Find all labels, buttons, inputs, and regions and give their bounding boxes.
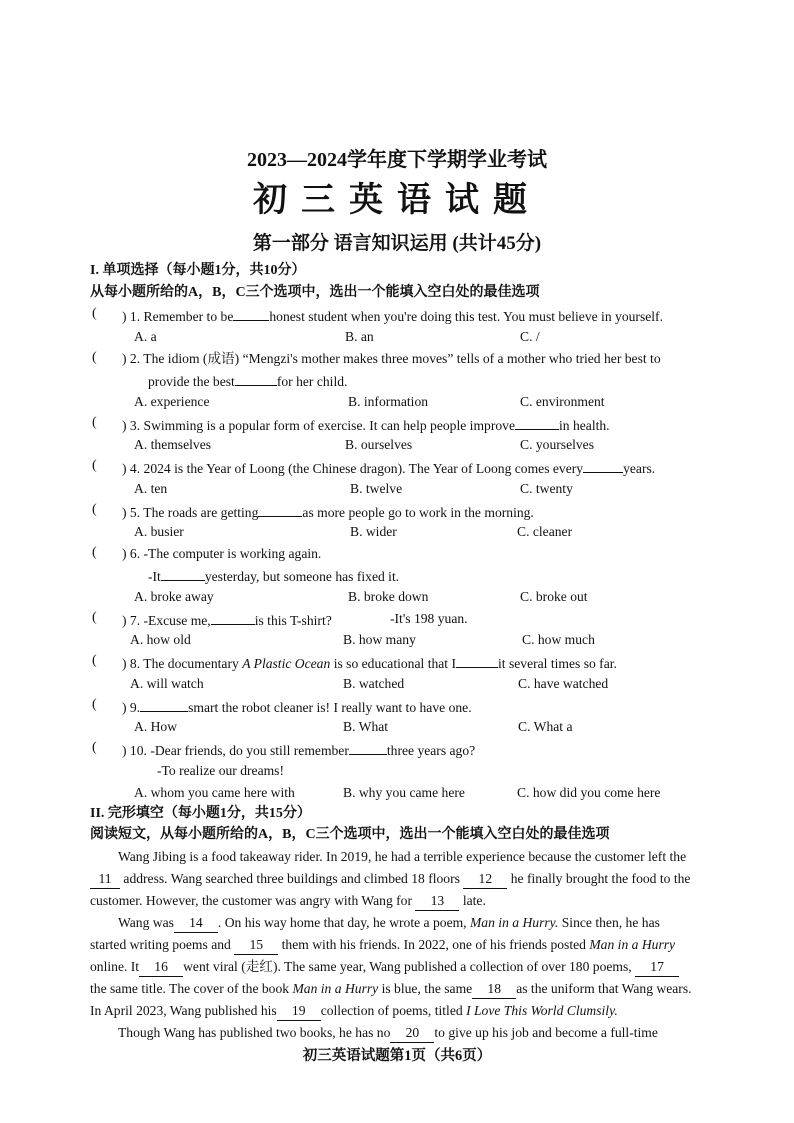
answer-blank xyxy=(583,458,623,473)
answer-blank xyxy=(140,697,188,712)
q9-option-a: A. How xyxy=(134,719,178,734)
q4-option-c: C. twenty xyxy=(520,481,573,496)
blank-number: 16 xyxy=(139,958,183,977)
blank-number: 11 xyxy=(90,870,120,889)
blank-number: 13 xyxy=(415,892,459,911)
question-1: ) 1. Remember to be honest student when you're doing this test. You must believe in yourself. xyxy=(122,306,663,326)
q10-option-a: A. whom you came here with xyxy=(134,785,295,800)
answer-paren: ( xyxy=(92,610,97,625)
question-5: ) 5. The roads are getting as more people go to work in the morning. xyxy=(122,502,534,522)
q7-option-c: C. how much xyxy=(522,632,595,647)
answer-blank xyxy=(211,610,255,625)
answer-paren: ( xyxy=(92,458,97,473)
question-9: ) 9. smart the robot cleaner is! I really want to have one. xyxy=(122,697,472,717)
passage-line-1: Wang Jibing is a food takeaway rider. In 2019, he had a terrible experience because the customer left the xyxy=(118,849,687,864)
q1-option-a: A. a xyxy=(134,329,157,344)
q10-option-c: C. how did you come here xyxy=(517,785,661,800)
q4-option-b: B. twelve xyxy=(350,481,403,496)
answer-paren: ( xyxy=(92,740,97,755)
answer-blank xyxy=(233,306,269,321)
q8-option-c: C. have watched xyxy=(518,676,609,691)
q2-option-b: B. information xyxy=(348,394,429,409)
answer-paren: ( xyxy=(92,350,97,365)
answer-paren: ( xyxy=(92,653,97,668)
q10-line2: -To realize our dreams! xyxy=(157,763,284,778)
blank-number: 17 xyxy=(635,958,679,977)
blank-number: 20 xyxy=(390,1024,434,1043)
question-2-line2: provide the best for her child. xyxy=(148,371,347,391)
question-3: ) 3. Swimming is a popular form of exercise. It can help people improve in health. xyxy=(122,415,610,435)
answer-blank xyxy=(456,653,498,668)
q2-option-a: A. experience xyxy=(134,394,210,409)
q5-option-a: A. busier xyxy=(134,524,184,539)
q9-option-b: B. What xyxy=(343,719,389,734)
blank-number: 15 xyxy=(234,936,278,955)
answer-paren: ( xyxy=(92,306,97,321)
q9-option-c: C. What a xyxy=(518,719,573,734)
question-7: ) 7. -Excuse me, is this T-shirt? xyxy=(122,610,332,630)
q4-option-a: A. ten xyxy=(134,481,168,496)
question-6-line2: -It yesterday, but someone has fixed it. xyxy=(148,566,399,586)
page-footer: 初三英语试题第1页（共6页） xyxy=(302,1048,492,1064)
q5-option-c: C. cleaner xyxy=(517,524,573,539)
answer-blank xyxy=(515,415,559,430)
q1-option-c: C. / xyxy=(520,329,540,344)
section2-instruction: 阅读短文，从每小题所给的A，B，C三个选项中，选出一个能填入空白处的最佳选项 xyxy=(90,827,610,842)
question-10: ) 10. -Dear friends, do you still remember three years ago? xyxy=(122,740,475,760)
answer-blank xyxy=(258,502,302,517)
q7-reply: -It's 198 yuan. xyxy=(390,611,468,626)
year-heading: 2023—2024学年度下学期学业考试 xyxy=(247,149,547,171)
passage-line-7: the same title. The cover of the book Man in a Hurry is blue, the same 18 as the uniform that Wang wears. xyxy=(90,980,712,999)
q6-option-a: A. broke away xyxy=(134,589,214,604)
q1-option-b: B. an xyxy=(345,329,374,344)
passage-line-3: customer. However, the customer was angry with Wang for 13 late. xyxy=(90,892,712,911)
passage-line-2: 11 address. Wang searched three buildings and climbed 18 floors 12 he finally brought the food to the xyxy=(90,870,712,889)
exam-title: 初三英语试题 xyxy=(253,182,541,219)
answer-blank xyxy=(349,740,387,755)
part-heading: 第一部分 语言知识运用 (共计45分) xyxy=(252,233,542,254)
blank-number: 19 xyxy=(277,1002,321,1021)
answer-paren: ( xyxy=(92,502,97,517)
passage-line-9: Though Wang has published two books, he has no 20 to give up his job and become a full-time xyxy=(90,1024,712,1043)
blank-number: 18 xyxy=(472,980,516,999)
q5-option-b: B. wider xyxy=(350,524,397,539)
q7-option-b: B. how many xyxy=(343,632,416,647)
section1-instruction: 从每小题所给的A，B，C三个选项中，选出一个能填入空白处的最佳选项 xyxy=(90,285,540,300)
answer-paren: ( xyxy=(92,415,97,430)
passage-line-8: In April 2023, Wang published his 19 collection of poems, titled I Love This World Clumsily. xyxy=(90,1002,712,1021)
blank-number: 14 xyxy=(174,914,218,933)
q6-option-c: C. broke out xyxy=(520,589,588,604)
q6-option-b: B. broke down xyxy=(348,589,429,604)
q2-option-c: C. environment xyxy=(520,394,605,409)
q3-option-b: B. ourselves xyxy=(345,437,413,452)
question-2: ) 2. The idiom (成语) “Mengzi's mother makes three moves” tells of a mother who tried her best to xyxy=(122,351,661,366)
passage-line-5: started writing poems and 15 them with his friends. In 2022, one of his friends posted Man in a Hurry xyxy=(90,936,712,955)
question-8: ) 8. The documentary A Plastic Ocean is so educational that I it several times so far. xyxy=(122,653,617,673)
section1-title: I. 单项选择（每小题1分，共10分） xyxy=(90,263,306,278)
question-4: ) 4. 2024 is the Year of Loong (the Chinese dragon). The Year of Loong comes every years. xyxy=(122,458,655,478)
blank-number: 12 xyxy=(463,870,507,889)
q8-option-a: A. will watch xyxy=(130,676,204,691)
q10-option-b: B. why you came here xyxy=(343,785,465,800)
answer-blank xyxy=(235,371,277,386)
question-6: ) 6. -The computer is working again. xyxy=(122,546,322,561)
q7-option-a: A. how old xyxy=(130,632,191,647)
section2-title: II. 完形填空（每小题1分，共15分） xyxy=(90,806,311,821)
answer-blank xyxy=(161,566,205,581)
q3-option-c: C. yourselves xyxy=(520,437,595,452)
answer-paren: ( xyxy=(92,697,97,712)
passage-line-6: online. It 16 went viral (走红). The same year, Wang published a collection of over 180 poems, 17 xyxy=(90,958,712,977)
q8-option-b: B. watched xyxy=(343,676,405,691)
q3-option-a: A. themselves xyxy=(134,437,212,452)
answer-paren: ( xyxy=(92,545,97,560)
passage-line-4: Wang was 14 . On his way home that day, he wrote a poem, Man in a Hurry. Since then, he has xyxy=(90,914,712,933)
